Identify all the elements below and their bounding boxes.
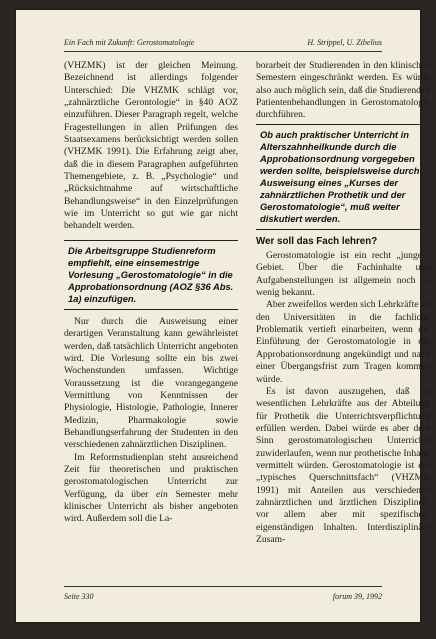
highlight-box: Ob auch praktischer Unterricht in Alterszahnheilkunde durch die Approbationsordnung vorgegeben werden sollte, beispielsweise durch Ausweisung eines „Kurses der zahnärztlichen Prothetik und der Gerostomatologie“, muß weiter diskutiert werden. (256, 124, 430, 230)
document-page (16, 10, 430, 622)
footer-rule (64, 586, 382, 587)
paragraph: Aber zweifellos werden sich Lehrkräfte an den Universitäten in die fachliche Problematik vertieft einarbeiten, wenn die Einführung der Gerostomatologie in die Approbationsordnung angekündigt und nach einer Übergangsfrist zum Tragen kommen würde. (256, 299, 430, 385)
header-title: Ein Fach mit Zukunft: Gerostomatologie (64, 38, 195, 47)
paragraph: borarbeit der Studierenden in den klinischen Semestern eingeschränkt werden. Es würde also auch möglich sein, daß die Studierenden Patientenbehandlungen in Gerostomatologie durchführen. (256, 60, 430, 121)
paragraph-text: Im Reformstudienplan steht ausreichend Zeit für theoretischen und praktischen gerostomatologischen Unterricht zur Verfügung, da über (64, 451, 238, 500)
left-column (64, 60, 238, 526)
paragraph: Gerostomatologie ist ein recht „junges“ Gebiet. Über die Fachinhalte und Aufgabenstellungen ist allgemein noch zu wenig bekannt. (256, 250, 430, 299)
right-column (256, 60, 430, 546)
header-rule (64, 51, 382, 52)
journal-issue: forum 39, 1992 (332, 592, 382, 601)
page-number: Seite 330 (64, 592, 94, 601)
emphasis: ein (156, 488, 168, 500)
paragraph: Nur durch die Ausweisung einer derartigen Veranstaltung kann gewährleistet werden, daß tatsächlich Unterricht angeboten wird. Die Vorlesung sollte ein bis zwei Wochenstunden umfassen. Wichtige Voraussetzung ist die vorangegangene Vermittlung von Kenntnissen der Physiologie, Histologie, Pathologie, Innerer Medizin, Pharmakologie sowie Behandlungserfahrung der Studenten in den verschiedenen zahnärztlichen Disziplinen. (64, 315, 238, 451)
section-heading: Wer soll das Fach lehren? (256, 235, 378, 247)
running-header (64, 38, 382, 47)
highlight-box: Die Arbeitsgruppe Studienreform empfiehlt, eine einsemestrige Vorlesung „Gerostomatologie“ in die Approbationsordnung (AOZ §36 Abs. 1a) einzufügen. (64, 240, 238, 310)
paragraph: (VHZMK) ist der gleichen Meinung. Bezeichnend ist allerdings folgender Unterschied: Die VHZMK schlägt vor, „zahnärztliche Gerontologie“ in §40 AOZ einzuführen. Dieser Paragraph regelt, welche Fragestellungen in allen Prüfungen des Staatsexamens berücksichtigt werden sollen (VHZMK 1991). Die Erfahrung zeigt aber, daß die in diesem Paragraphen aufgeführten Themengebiete, z. B. „Psychologie“ und „Rücksichtnahme auf wirtschaftliche Behandlungsweise“ in den Einzelprüfungen wie im Unterricht so gut wie gar nicht behandelt werden. (64, 60, 238, 232)
paragraph: Es ist davon auszugehen, daß im wesentlichen Lehrkräfte aus der Abteilung für Prothetik die Unterrichtsverpflichtung erfüllen werden. Dabei würde es aber dem Sinn gerostomatologischen Unterrichts zuwiderlaufen, wenn nur prothetische Inhalte vermittelt würden. Gerostomatologie ist ein „typisches Querschnittsfach“ (VHZMK 1991) mit Anteilen aus verschiedenen zahnärztlichen und ärztlichen Disziplinen, vor allem aber mit spezifischen, eigenständigen Inhalten. Interdisziplinäre Zusam- (256, 385, 430, 545)
header-authors: H. Strippel, U. Zibelius (307, 38, 382, 47)
page-footer (64, 592, 382, 601)
paragraph (64, 452, 238, 526)
paragraph-text: Semester mehr klinischer Unterricht als bisher angeboten wird. Außerdem soll die La- (64, 488, 238, 525)
